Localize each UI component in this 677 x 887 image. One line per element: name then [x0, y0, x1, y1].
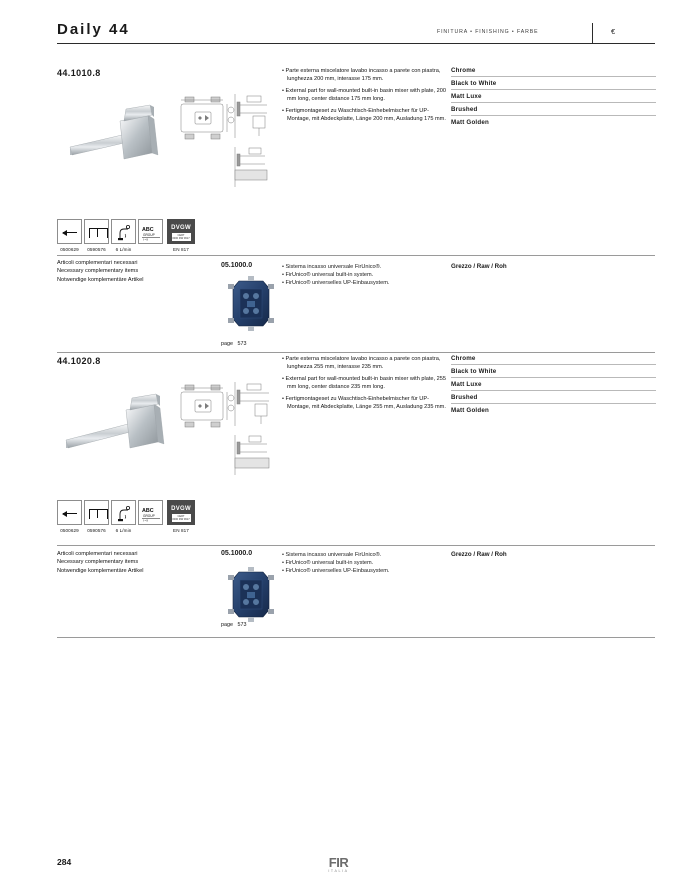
finishing-label: FINITURA • FINISHING • FARBE — [437, 29, 539, 35]
svg-text:GROUP: GROUP — [143, 233, 155, 237]
flow-rate-icon — [111, 219, 136, 244]
complementary-description — [282, 551, 457, 575]
page-reference — [221, 341, 247, 347]
bullet-en: • External part for wall-mounted built-in basin mixer with plate, 255 mm long, center distance 235 mm long. — [282, 376, 446, 391]
complementary-finish: Grezzo / Raw / Roh — [451, 551, 507, 558]
finishes-list — [451, 355, 656, 419]
icon-caption: 6 L/min — [115, 528, 132, 533]
svg-text:I • II: I • II — [143, 518, 149, 522]
page-reference — [221, 622, 247, 628]
icon-cell — [57, 219, 82, 252]
page-title: Daily 44 — [57, 21, 130, 38]
comp-label-it: Articoli complementari necessari — [57, 260, 138, 266]
icon-cell — [57, 500, 82, 533]
icon-caption: 0590576 — [87, 528, 106, 533]
logo-subtext: ITALIA — [328, 869, 349, 873]
finish-option[interactable]: Matt Luxe — [451, 381, 656, 391]
finish-option[interactable]: Chrome — [451, 355, 656, 365]
finish-option[interactable]: Matt Luxe — [451, 93, 656, 103]
product-photo — [62, 382, 177, 467]
finish-option[interactable]: Chrome — [451, 67, 656, 77]
bullet-de: • Fertigmontageset zu Waschtisch-Einhebelmischer für UP-Montage, mit Abdeckplatte, Länge 200 mm, Ausladung 175 mm. — [282, 108, 446, 123]
svg-text:I • II: I • II — [143, 237, 149, 241]
page-ref-value: 573 — [237, 622, 247, 628]
page-ref-label: page — [221, 622, 233, 628]
dvgw-label: DVGW — [171, 225, 191, 231]
complementary-code: 05.1000.0 — [221, 262, 253, 269]
page-ref-value: 573 — [237, 341, 247, 347]
logo-text: FIR — [328, 855, 349, 870]
abc-noise-class-icon — [138, 219, 163, 244]
icon-cell — [84, 219, 109, 252]
icon-caption: EN 817 — [173, 247, 189, 252]
finish-option[interactable]: Black to White — [451, 368, 656, 378]
section-divider — [57, 545, 655, 546]
icon-strip — [57, 500, 195, 533]
icon-cell — [111, 219, 136, 252]
currency-symbol: € — [611, 27, 616, 36]
icon-caption: 0500629 — [60, 247, 79, 252]
bullet-en: • External part for wall-mounted built-in basin mixer with plate, 200 mm long, center distance 175 mm long. — [282, 88, 446, 103]
brand-logo — [0, 857, 677, 873]
section-divider — [57, 352, 655, 353]
section-divider — [57, 255, 655, 256]
complementary-code: 05.1000.0 — [221, 550, 253, 557]
icon-cell — [167, 500, 195, 533]
dvgw-sub: CERT 0000 DW 0617 — [172, 514, 190, 522]
complementary-labels — [57, 259, 217, 284]
comp-label-de: Notwendige komplementäre Artikel — [57, 276, 144, 283]
comp-bullet-en: • FirUnico® universal built-in system. — [282, 560, 374, 567]
comp-label-en: Necessary complementary items — [57, 268, 139, 275]
product-description — [282, 355, 452, 412]
icon-strip — [57, 219, 195, 252]
comp-bullet-de: • FirUnico® universelles UP-Einbausystem. — [282, 568, 390, 575]
icon-cell — [138, 500, 163, 528]
flow-rate-icon — [111, 500, 136, 525]
bullet-it: • Parte esterna miscelatore lavabo incasso a parete con piastra, lunghezza 255 mm, interasse 235 mm. — [282, 356, 441, 371]
product-code: 44.1020.8 — [57, 356, 101, 366]
technical-drawing — [175, 92, 270, 192]
abc-noise-class-icon — [138, 500, 163, 525]
svg-text:ABC: ABC — [142, 227, 154, 233]
svg-text:GROUP: GROUP — [143, 514, 155, 518]
icon-caption: 6 L/min — [115, 247, 132, 252]
complementary-finish: Grezzo / Raw / Roh — [451, 263, 507, 270]
bullet-it: • Parte esterna miscelatore lavabo incasso a parete con piastra, lunghezza 200 mm, interasse 175 mm. — [282, 68, 441, 83]
page-header — [57, 14, 655, 44]
section-divider — [57, 637, 655, 638]
comp-label-it: Articoli complementari necessari — [57, 551, 138, 557]
finish-option[interactable]: Matt Golden — [451, 119, 489, 126]
arrow-left-icon — [57, 500, 82, 525]
comp-bullet-it: • Sistema incasso universale FirUnico®. — [282, 264, 382, 270]
icon-cell — [167, 219, 195, 252]
dvgw-sub: CERT 0000 DW 0617 — [172, 233, 190, 241]
icon-caption: EN 817 — [173, 528, 189, 533]
comp-bullet-it: • Sistema incasso universale FirUnico®. — [282, 552, 382, 558]
icon-cell — [138, 219, 163, 247]
dvgw-certification-icon — [167, 500, 195, 525]
comp-label-de: Notwendige komplementäre Artikel — [57, 567, 144, 574]
arrow-left-icon — [57, 219, 82, 244]
comp-bullet-de: • FirUnico® universelles UP-Einbausystem. — [282, 280, 390, 287]
finish-option[interactable]: Brushed — [451, 106, 656, 116]
product-code: 44.1010.8 — [57, 68, 101, 78]
dvgw-certification-icon — [167, 219, 195, 244]
svg-text:ABC: ABC — [142, 508, 154, 514]
dvgw-label: DVGW — [171, 506, 191, 512]
icon-caption: 0500629 — [60, 528, 79, 533]
firunico-photo — [226, 566, 276, 624]
complementary-description — [282, 263, 457, 287]
firunico-photo — [226, 275, 276, 333]
complementary-labels — [57, 550, 217, 575]
icon-cell — [111, 500, 136, 533]
comp-label-en: Necessary complementary items — [57, 559, 139, 566]
icon-caption: 0590576 — [87, 247, 106, 252]
product-description — [282, 67, 452, 124]
finish-option[interactable]: Matt Golden — [451, 407, 489, 414]
bullet-de: • Fertigmontageset zu Waschtisch-Einhebelmischer für UP-Montage, mit Abdeckplatte, Länge 255 mm, Ausladung 235 mm. — [282, 396, 446, 411]
icon-cell — [84, 500, 109, 533]
finishes-list — [451, 67, 656, 131]
product-photo — [62, 95, 172, 180]
page-ref-label: page — [221, 341, 233, 347]
wall-plate-icon — [84, 219, 109, 244]
page-number: 284 — [57, 857, 72, 867]
comp-bullet-en: • FirUnico® universal built-in system. — [282, 272, 374, 279]
wall-plate-icon — [84, 500, 109, 525]
technical-drawing — [175, 380, 270, 480]
finish-option[interactable]: Black to White — [451, 80, 656, 90]
finish-option[interactable]: Brushed — [451, 394, 656, 404]
